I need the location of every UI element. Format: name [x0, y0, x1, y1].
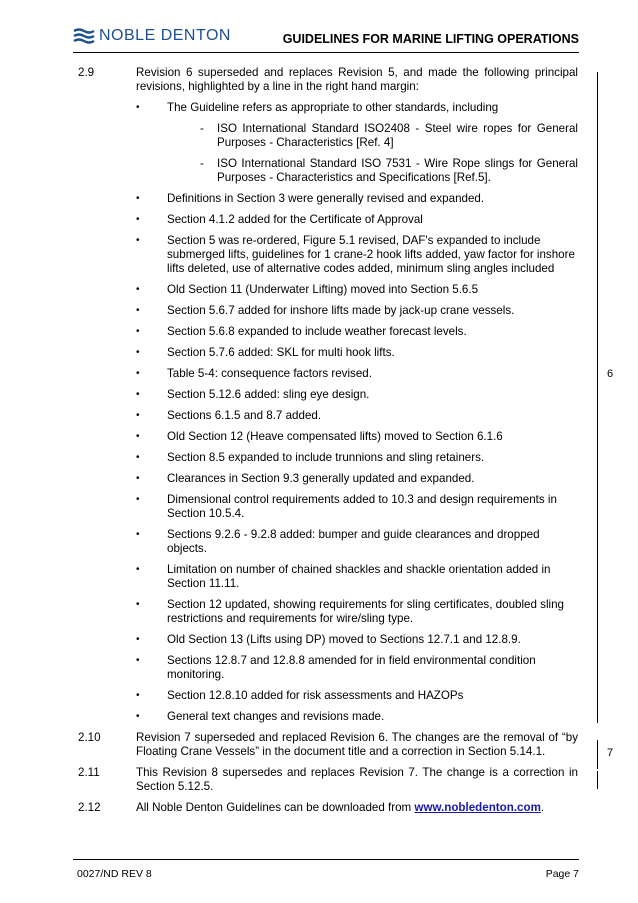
- list-item: [136, 430, 578, 444]
- list-item-text: Clearances in Section 9.3 generally updated and expanded.: [167, 472, 475, 485]
- list-item: [136, 283, 578, 297]
- list-item: [136, 213, 578, 227]
- section-text: [136, 801, 578, 815]
- bullet-icon: •: [136, 690, 140, 701]
- bullet-icon: •: [136, 347, 140, 358]
- revision-6-margin-label: 6: [607, 368, 614, 380]
- sub-list-item-text: ISO International Standard ISO2408 - Steel wire ropes for General Purposes - Characteristics [Ref. 4]: [217, 122, 578, 149]
- revision-6-changes-list: [136, 101, 578, 724]
- list-item: [136, 101, 578, 185]
- revision-7-margin-label: 7: [607, 747, 614, 759]
- list-item-text: Dimensional control requirements added to 10.3 and design requirements in Section 10.5.4.: [167, 493, 557, 520]
- list-item: [136, 451, 578, 465]
- sub-list-item-text: ISO International Standard ISO 7531 - Wire Rope slings for General Purposes - Characteristics and Specifications [Ref.5].: [217, 157, 578, 184]
- dash-icon: -: [200, 122, 204, 135]
- list-item: [136, 409, 578, 423]
- list-item-text: Old Section 11 (Underwater Lifting) moved into Section 5.6.5: [167, 283, 479, 296]
- document-reference: 0027/ND REV 8: [77, 868, 152, 880]
- bullet-icon: •: [136, 634, 140, 645]
- section-2-12: [78, 801, 578, 815]
- bullet-icon: •: [136, 599, 140, 610]
- section-number: 2.10: [78, 731, 101, 744]
- list-item: [136, 710, 578, 724]
- bullet-icon: •: [136, 193, 140, 204]
- bullet-icon: •: [136, 102, 140, 113]
- revision-6-margin-bar: [597, 72, 598, 723]
- list-item-text: Sections 9.2.6 - 9.2.8 added: bumper and guide clearances and dropped objects.: [167, 528, 540, 555]
- list-item-text: General text changes and revisions made.: [167, 710, 385, 723]
- dash-icon: -: [200, 157, 204, 170]
- bullet-icon: •: [136, 368, 140, 379]
- list-item-text: Table 5-4: consequence factors revised.: [167, 367, 372, 380]
- bullet-icon: •: [136, 326, 140, 337]
- bullet-icon: •: [136, 235, 140, 246]
- section-text-before-link: All Noble Denton Guidelines can be downloaded from: [136, 801, 415, 814]
- list-item-text: Sections 6.1.5 and 8.7 added.: [167, 409, 322, 422]
- sub-list-item: [167, 122, 578, 150]
- section-number: 2.9: [78, 66, 95, 79]
- nobledenton-website-link[interactable]: www.nobledenton.com: [414, 801, 541, 814]
- list-item-text: Section 8.5 expanded to include trunnions and sling retainers.: [167, 451, 485, 464]
- list-item: [136, 192, 578, 206]
- section-text: Revision 6 superseded and replaces Revision 5, and made the following principal revisions, highlighted by a line in the right hand margin:: [136, 66, 578, 93]
- sub-list-item: [167, 157, 578, 185]
- section-2-10: [78, 731, 578, 759]
- list-item: [136, 528, 578, 556]
- list-item: [136, 346, 578, 360]
- list-item-text: Section 5.7.6 added: SKL for multi hook lifts.: [167, 346, 395, 359]
- section-text: This Revision 8 supersedes and replaces Revision 7. The change is a correction in Section 5.12.5.: [136, 766, 578, 793]
- list-item: [136, 633, 578, 647]
- bullet-icon: •: [136, 529, 140, 540]
- list-item: [136, 367, 578, 381]
- list-item-text: Limitation on number of chained shackles and shackle orientation added in Section 11.11.: [167, 563, 551, 590]
- section-number: 2.11: [78, 766, 100, 779]
- list-item-text: Section 5.6.8 expanded to include weather forecast levels.: [167, 325, 467, 338]
- list-item: [136, 654, 578, 682]
- page-footer: [73, 859, 579, 880]
- bullet-icon: •: [136, 452, 140, 463]
- bullet-icon: •: [136, 410, 140, 421]
- list-item-text: The Guideline refers as appropriate to other standards, including: [167, 101, 499, 114]
- bullet-icon: •: [136, 431, 140, 442]
- company-logo: [73, 26, 231, 46]
- revision-7-margin-bar: [597, 740, 598, 769]
- list-item-text: Section 5.12.6 added: sling eye design.: [167, 388, 370, 401]
- list-item: [136, 689, 578, 703]
- section-2-9: [78, 66, 578, 724]
- bullet-icon: •: [136, 711, 140, 722]
- list-item: [136, 388, 578, 402]
- bullet-icon: •: [136, 655, 140, 666]
- list-item: [136, 234, 578, 276]
- list-item: [136, 563, 578, 591]
- list-item: [136, 472, 578, 486]
- page-header: [73, 20, 579, 53]
- list-item: [136, 493, 578, 521]
- logo-wordmark: NOBLE DENTON: [99, 27, 231, 44]
- page-number: Page 7: [545, 868, 579, 880]
- bullet-icon: •: [136, 284, 140, 295]
- bullet-icon: •: [136, 564, 140, 575]
- section-2-11: [78, 766, 578, 794]
- bullet-icon: •: [136, 389, 140, 400]
- document-title: GUIDELINES FOR MARINE LIFTING OPERATIONS: [282, 32, 579, 46]
- list-item-text: Section 12.8.10 added for risk assessments and HAZOPs: [167, 689, 464, 702]
- bullet-icon: •: [136, 494, 140, 505]
- list-item-text: Section 5.6.7 added for inshore lifts made by jack-up crane vessels.: [167, 304, 515, 317]
- page-body: [78, 66, 578, 822]
- section-text-after-link: .: [540, 801, 545, 814]
- sub-list: [167, 122, 578, 185]
- bullet-icon: •: [136, 214, 140, 225]
- list-item-text: Old Section 13 (Lifts using DP) moved to Sections 12.7.1 and 12.8.9.: [167, 633, 521, 646]
- list-item-text: Section 5 was re-ordered, Figure 5.1 revised, DAF's expanded to include submerged lifts, guidelines for 1 crane-2 hook lifts added, yaw factor for inshore lifts deleted, use of alternative codes added, minimum sling angles included: [167, 234, 575, 275]
- list-item-text: Sections 12.8.7 and 12.8.8 amended for in field environmental condition monitoring.: [167, 654, 536, 681]
- list-item: [136, 325, 578, 339]
- revision-8-margin-bar: [597, 771, 598, 789]
- bullet-icon: •: [136, 473, 140, 484]
- list-item-text: Old Section 12 (Heave compensated lifts) moved to Section 6.1.6: [167, 430, 503, 443]
- list-item-text: Section 12 updated, showing requirements for sling certificates, doubled sling restrictions and requirements for wire/sling type.: [167, 598, 564, 625]
- section-number: 2.12: [78, 801, 101, 814]
- wave-logo-icon: [73, 28, 95, 44]
- list-item: [136, 304, 578, 318]
- bullet-icon: •: [136, 305, 140, 316]
- section-text: Revision 7 superseded and replaced Revision 6. The changes are the removal of “by Floating Crane Vessels” in the document title and a correction in Section 5.14.1.: [136, 731, 578, 758]
- list-item: [136, 598, 578, 626]
- list-item-text: Section 4.1.2 added for the Certificate of Approval: [167, 213, 423, 226]
- list-item-text: Definitions in Section 3 were generally revised and expanded.: [167, 192, 485, 205]
